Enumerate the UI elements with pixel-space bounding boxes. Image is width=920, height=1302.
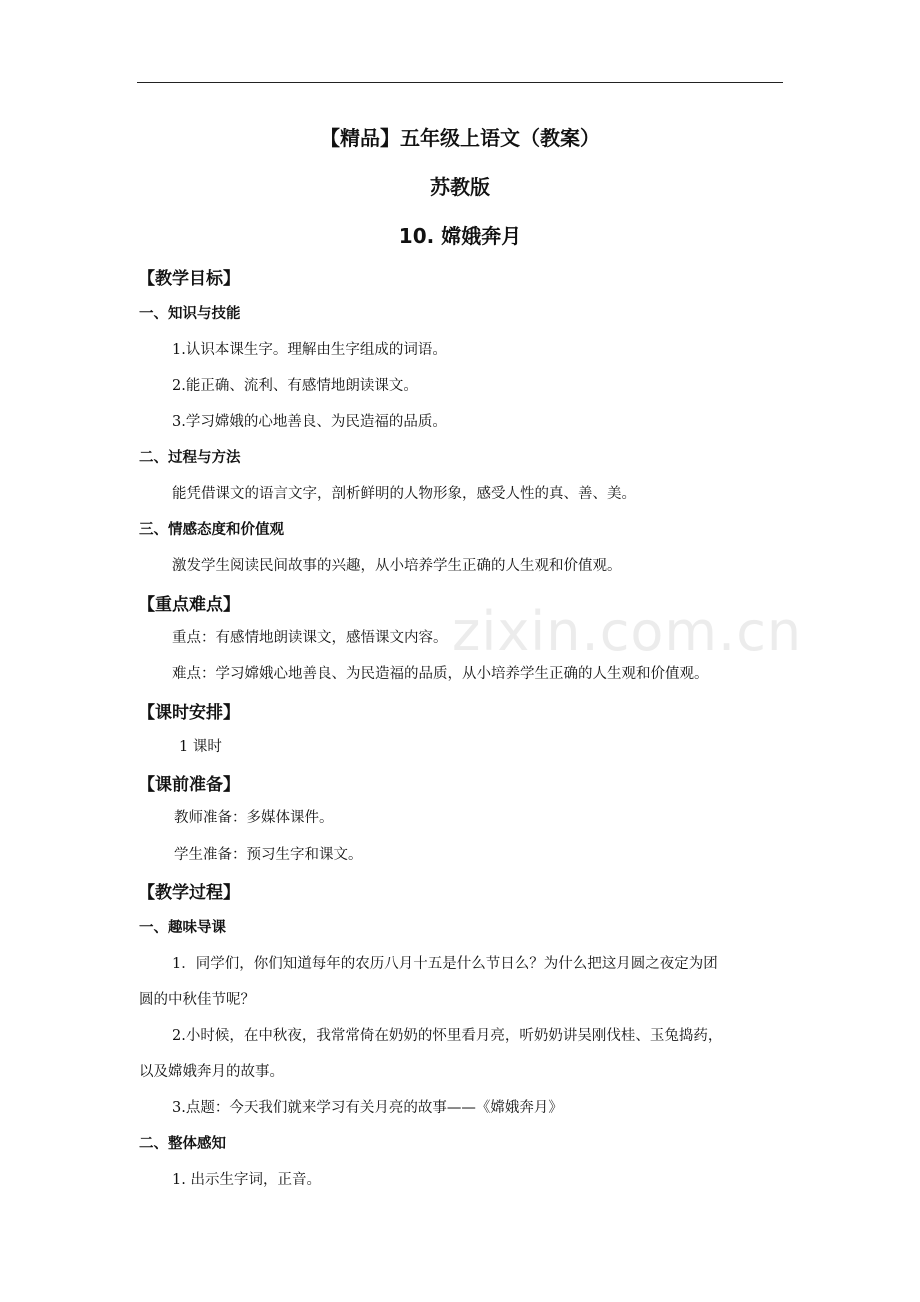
knowledge-item-3: 3.学习嫦娥的心地善良、为民造福的品质。 [172, 414, 447, 430]
edition-title: 苏教版 [430, 175, 490, 199]
key-point-text: 重点：有感情地朗读课文，感悟课文内容。 [172, 630, 448, 646]
knowledge-item-1: 1.认识本课生字。理解由生字组成的词语。 [172, 342, 447, 358]
section-schedule-heading: 【课时安排】 [138, 703, 240, 723]
knowledge-item-2: 2.能正确、流利、有感情地朗读课文。 [172, 378, 418, 394]
difficulty-text: 难点：学习嫦娥心地善良、为民造福的品质，从小培养学生正确的人生观和价值观。 [172, 666, 709, 682]
subsection-knowledge-heading: 一、知识与技能 [139, 306, 241, 322]
document-title: 【精品】五年级上语文（教案） [320, 126, 600, 150]
lesson-title: 10. 嫦娥奔月 [398, 224, 522, 248]
intro-item-2-line-1: 2.小时候，在中秋夜，我常常倚在奶奶的怀里看月亮，听奶奶讲吴刚伐桂、玉兔捣药， [172, 1028, 723, 1044]
section-keypoints-heading: 【重点难点】 [138, 595, 240, 615]
intro-item-1-line-1: 1．同学们，你们知道每年的农历八月十五是什么节日么？为什么把这月圆之夜定为团 [172, 956, 718, 972]
subsection-overall-heading: 二、整体感知 [139, 1136, 226, 1152]
subsection-process-heading: 二、过程与方法 [139, 450, 241, 466]
subsection-intro-heading: 一、趣味导课 [139, 920, 226, 936]
intro-item-3: 3.点题：今天我们就来学习有关月亮的故事——《嫦娥奔月》 [172, 1100, 563, 1116]
watermark: zixin.com.cn [452, 600, 803, 663]
section-goals-heading: 【教学目标】 [138, 269, 240, 289]
intro-item-1-line-2: 圆的中秋佳节呢？ [139, 992, 255, 1008]
subsection-emotion-heading: 三、情感态度和价值观 [139, 522, 284, 538]
section-procedure-heading: 【教学过程】 [138, 883, 240, 903]
teacher-preparation: 教师准备：多媒体课件。 [174, 810, 334, 826]
schedule-text: 1 课时 [179, 739, 222, 755]
student-preparation: 学生准备：预习生字和课文。 [174, 847, 363, 863]
intro-item-2-line-2: 以及嫦娥奔月的故事。 [139, 1064, 284, 1080]
process-text: 能凭借课文的语言文字，剖析鲜明的人物形象，感受人性的真、善、美。 [172, 486, 636, 502]
overall-item-1: 1. 出示生字词，正音。 [172, 1172, 321, 1188]
header-rule [137, 82, 783, 83]
emotion-text: 激发学生阅读民间故事的兴趣，从小培养学生正确的人生观和价值观。 [172, 558, 622, 574]
section-preparation-heading: 【课前准备】 [138, 775, 240, 795]
